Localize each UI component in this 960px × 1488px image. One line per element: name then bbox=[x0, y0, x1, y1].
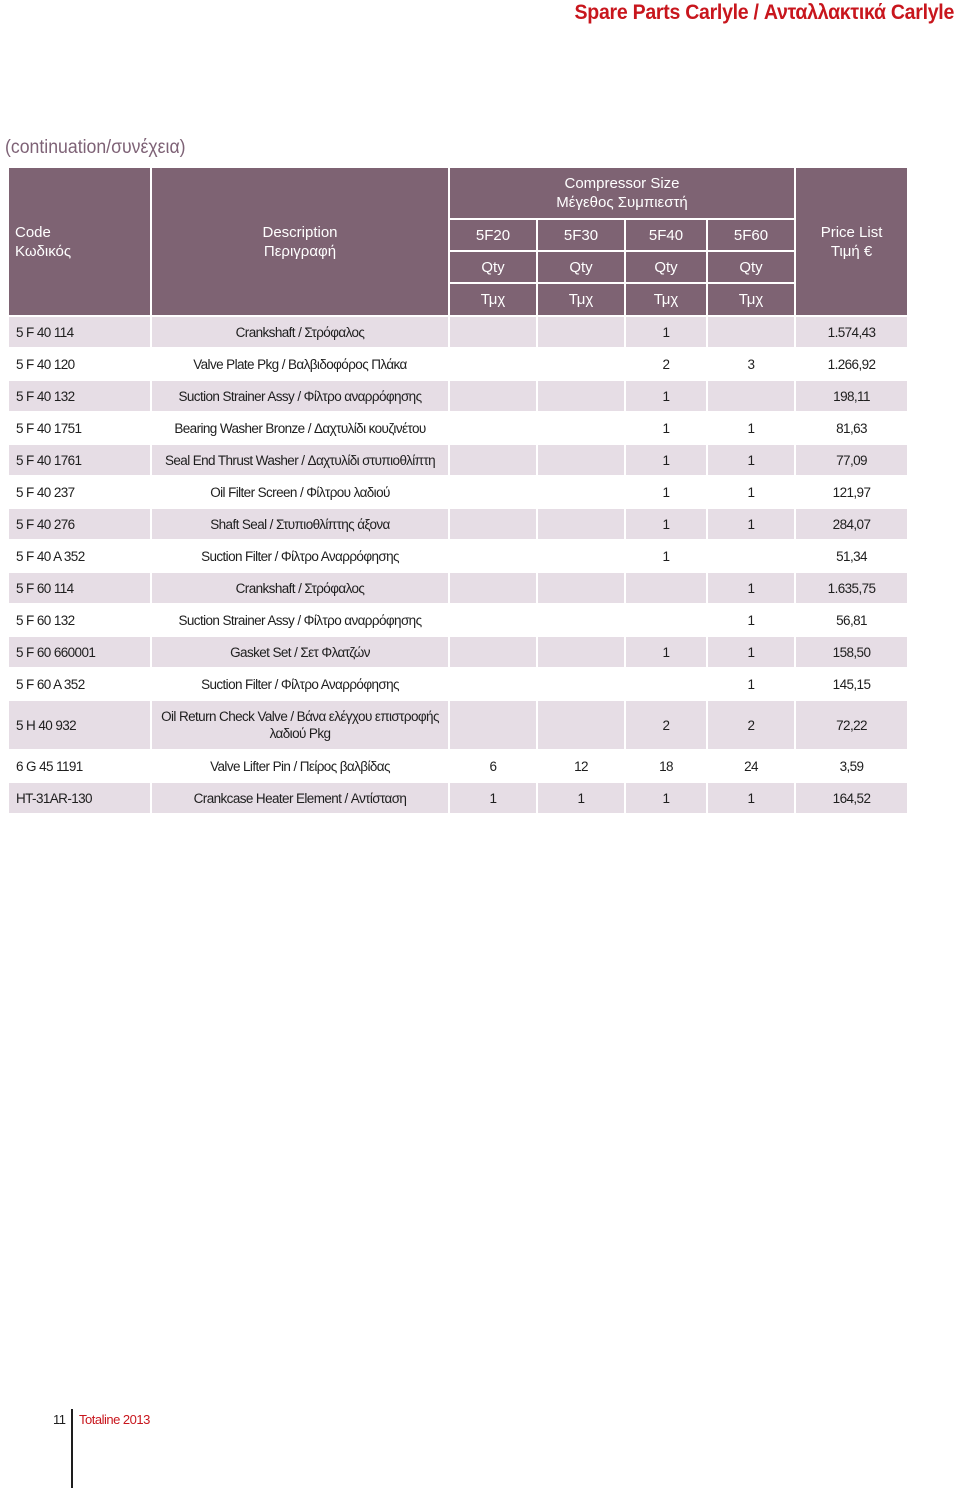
qty-5f40: 1 bbox=[662, 548, 670, 564]
footer-brand: Totaline 2013 bbox=[79, 1412, 150, 1427]
part-code: 5 F 40 132 bbox=[9, 381, 150, 411]
qty-5f20 bbox=[450, 445, 536, 475]
qty-5f40 bbox=[626, 669, 706, 699]
qty-5f30 bbox=[538, 605, 624, 635]
part-description: Crankshaft / Στρόφαλος bbox=[152, 317, 448, 347]
part-description: Valve Plate Pkg / Βαλβιδοφόρος Πλάκα bbox=[193, 356, 407, 372]
qty-5f60: 1 bbox=[708, 509, 794, 539]
part-description: Crankshaft / Στρόφαλος bbox=[152, 573, 448, 603]
header-size-5f60: 5F60 bbox=[708, 220, 794, 250]
qty-5f20 bbox=[450, 573, 536, 603]
qty-5f30 bbox=[538, 637, 624, 667]
table-row bbox=[9, 349, 907, 379]
part-description: Suction Filter / Φίλτρο Αναρρόφησης bbox=[201, 548, 399, 564]
qty-5f30 bbox=[538, 381, 624, 411]
part-description: Suction Filter / Φίλτρο Αναρρόφησης bbox=[201, 676, 399, 692]
qty-5f60: 1 bbox=[747, 420, 755, 436]
page-title-separator: / bbox=[748, 1, 764, 24]
table-row bbox=[9, 381, 907, 411]
page-number: 11 bbox=[53, 1412, 66, 1427]
header-size-5f40: 5F40 bbox=[626, 220, 706, 250]
header-unit: Τμχ bbox=[538, 284, 624, 315]
table-row bbox=[9, 573, 907, 603]
part-code: 5 F 40 1761 bbox=[9, 445, 150, 475]
part-code: 5 F 60 660001 bbox=[9, 637, 150, 667]
qty-5f30 bbox=[538, 349, 624, 379]
qty-5f60: 1 bbox=[708, 573, 794, 603]
header-qty: Qty bbox=[708, 252, 794, 282]
part-description: Shaft Seal / Στυπιοθλίπτης άξονα bbox=[152, 509, 448, 539]
qty-5f30: 1 bbox=[538, 783, 624, 813]
table-row bbox=[9, 783, 907, 813]
qty-5f40: 2 bbox=[662, 356, 670, 372]
table-row bbox=[9, 669, 907, 699]
part-description: Oil Return Check Valve / Βάνα ελέγχου επιστροφής λαδιού Pkg bbox=[152, 701, 448, 749]
qty-5f30 bbox=[538, 541, 624, 571]
qty-5f40: 1 bbox=[626, 509, 706, 539]
spare-parts-table bbox=[7, 166, 909, 815]
qty-5f60: 24 bbox=[744, 758, 758, 774]
part-description: Seal End Thrust Washer / Δαχτυλίδι στυπιοθλίπτη bbox=[152, 445, 448, 475]
qty-5f40: 18 bbox=[659, 758, 673, 774]
part-code: 5 F 60 132 bbox=[16, 612, 75, 628]
qty-5f40: 1 bbox=[626, 637, 706, 667]
qty-5f40 bbox=[626, 605, 706, 635]
part-description: Gasket Set / Σετ Φλατζών bbox=[152, 637, 448, 667]
part-price: 72,22 bbox=[796, 701, 907, 749]
qty-5f60 bbox=[708, 317, 794, 347]
qty-5f60: 1 bbox=[747, 484, 755, 500]
header-qty: Qty bbox=[538, 252, 624, 282]
table-row bbox=[9, 605, 907, 635]
part-description: Bearing Washer Bronze / Δαχτυλίδι κουζινέτου bbox=[174, 420, 426, 436]
footer-divider bbox=[71, 1409, 73, 1488]
qty-5f30 bbox=[538, 477, 624, 507]
qty-5f30: 12 bbox=[574, 758, 588, 774]
qty-5f20 bbox=[450, 701, 536, 749]
table-row bbox=[9, 509, 907, 539]
qty-5f40: 1 bbox=[662, 420, 670, 436]
qty-5f20 bbox=[450, 413, 536, 443]
part-price: 3,59 bbox=[839, 758, 864, 774]
table-row bbox=[9, 445, 907, 475]
qty-5f60: 1 bbox=[747, 676, 755, 692]
qty-5f20 bbox=[450, 637, 536, 667]
page-title bbox=[575, 1, 954, 25]
part-description: Valve Lifter Pin / Πείρος βαλβίδας bbox=[210, 758, 390, 774]
part-code: 5 F 40 114 bbox=[9, 317, 150, 347]
part-price: 284,07 bbox=[796, 509, 907, 539]
part-code: 5 F 40 1751 bbox=[16, 420, 82, 436]
qty-5f40: 1 bbox=[662, 484, 670, 500]
part-code: 5 F 60 114 bbox=[9, 573, 150, 603]
part-price: 1.266,92 bbox=[827, 356, 876, 372]
qty-5f20 bbox=[450, 349, 536, 379]
header-unit: Τμχ bbox=[626, 284, 706, 315]
table-row bbox=[9, 317, 907, 347]
part-code: 5 F 40 A 352 bbox=[16, 548, 85, 564]
part-code: 5 F 60 A 352 bbox=[16, 676, 85, 692]
part-code: 5 H 40 932 bbox=[9, 701, 150, 749]
qty-5f30 bbox=[538, 669, 624, 699]
header-compressor-size: Compressor Size Μέγεθος Συμπιεστή bbox=[450, 168, 794, 218]
header-size-5f20: 5F20 bbox=[450, 220, 536, 250]
page-title-gr: Ανταλλακτικά Carlyle bbox=[763, 1, 954, 24]
qty-5f40: 1 bbox=[626, 317, 706, 347]
qty-5f30 bbox=[538, 701, 624, 749]
part-price: 1.574,43 bbox=[796, 317, 907, 347]
header-unit: Τμχ bbox=[450, 284, 536, 315]
qty-5f30 bbox=[538, 413, 624, 443]
qty-5f20 bbox=[450, 509, 536, 539]
part-price: 51,34 bbox=[836, 548, 867, 564]
header-price-list: Price List Τιμή € bbox=[796, 168, 907, 315]
qty-5f60 bbox=[708, 541, 794, 571]
part-code: 5 F 40 276 bbox=[9, 509, 150, 539]
part-price: 81,63 bbox=[836, 420, 867, 436]
part-code: 6 G 45 1191 bbox=[16, 758, 83, 774]
qty-5f40: 2 bbox=[626, 701, 706, 749]
qty-5f60: 3 bbox=[747, 356, 755, 372]
table-row bbox=[9, 541, 907, 571]
table-row bbox=[9, 477, 907, 507]
part-price: 158,50 bbox=[796, 637, 907, 667]
part-price: 198,11 bbox=[796, 381, 907, 411]
continuation-label: (continuation/συνέχεια) bbox=[5, 137, 186, 158]
qty-5f20: 6 bbox=[489, 758, 497, 774]
qty-5f30 bbox=[538, 317, 624, 347]
qty-5f30 bbox=[538, 573, 624, 603]
table-row bbox=[9, 751, 907, 781]
page-title-en: Spare Parts Carlyle bbox=[574, 1, 749, 24]
part-description: Suction Strainer Assy / Φίλτρο αναρρόφησης bbox=[152, 381, 448, 411]
part-code: HT-31AR-130 bbox=[9, 783, 150, 813]
qty-5f60: 1 bbox=[747, 612, 755, 628]
qty-5f60: 1 bbox=[708, 445, 794, 475]
part-description: Oil Filter Screen / Φίλτρου λαδιού bbox=[210, 484, 390, 500]
qty-5f40 bbox=[626, 573, 706, 603]
qty-5f30 bbox=[538, 509, 624, 539]
qty-5f60: 1 bbox=[708, 783, 794, 813]
qty-5f20: 1 bbox=[450, 783, 536, 813]
table-row bbox=[9, 701, 907, 749]
qty-5f60: 2 bbox=[708, 701, 794, 749]
qty-5f40: 1 bbox=[626, 445, 706, 475]
part-price: 145,15 bbox=[832, 676, 871, 692]
table-row bbox=[9, 413, 907, 443]
header-qty: Qty bbox=[450, 252, 536, 282]
part-code: 5 F 40 120 bbox=[16, 356, 75, 372]
part-price: 1.635,75 bbox=[796, 573, 907, 603]
part-price: 77,09 bbox=[796, 445, 907, 475]
header-unit: Τμχ bbox=[708, 284, 794, 315]
part-description: Crankcase Heater Element / Αντίσταση bbox=[152, 783, 448, 813]
part-price: 121,97 bbox=[832, 484, 871, 500]
header-description: Description Περιγραφή bbox=[152, 168, 448, 315]
part-price: 164,52 bbox=[796, 783, 907, 813]
qty-5f40: 1 bbox=[626, 783, 706, 813]
qty-5f30 bbox=[538, 445, 624, 475]
qty-5f20 bbox=[450, 477, 536, 507]
qty-5f20 bbox=[450, 541, 536, 571]
header-code: Code Κωδικός bbox=[9, 168, 150, 315]
header-qty: Qty bbox=[626, 252, 706, 282]
qty-5f20 bbox=[450, 669, 536, 699]
qty-5f20 bbox=[450, 381, 536, 411]
table-row bbox=[9, 637, 907, 667]
qty-5f20 bbox=[450, 605, 536, 635]
qty-5f60: 1 bbox=[708, 637, 794, 667]
part-code: 5 F 40 237 bbox=[16, 484, 75, 500]
qty-5f40: 1 bbox=[626, 381, 706, 411]
part-price: 56,81 bbox=[836, 612, 867, 628]
part-description: Suction Strainer Assy / Φίλτρο αναρρόφησης bbox=[178, 612, 422, 628]
qty-5f20 bbox=[450, 317, 536, 347]
header-size-5f30: 5F30 bbox=[538, 220, 624, 250]
qty-5f60 bbox=[708, 381, 794, 411]
